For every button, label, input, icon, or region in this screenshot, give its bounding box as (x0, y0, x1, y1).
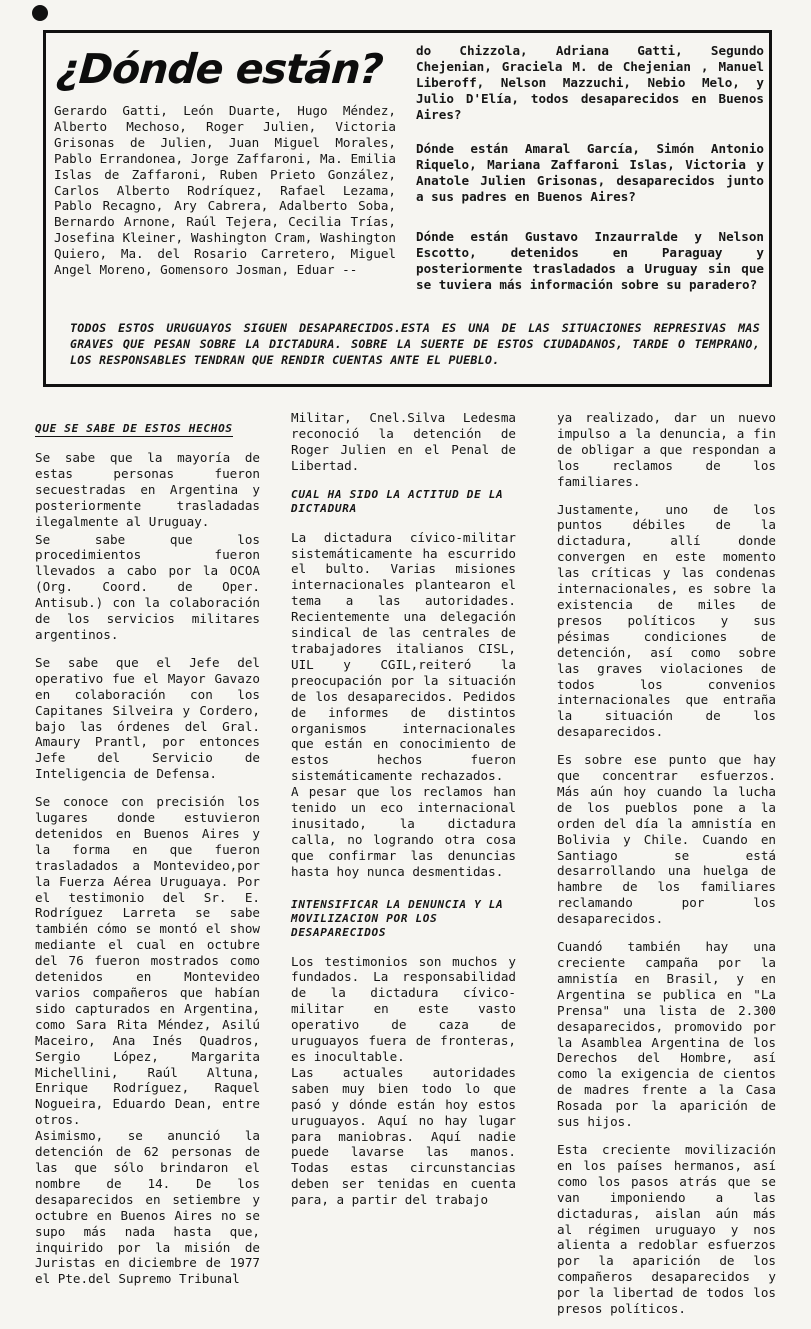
paragraph: Se sabe que el Jefe del operativo fue el Mayor Gavazo en colaboración con los Capitanes Silveira y Cordero, bajo las órdenes del Gral. Amaury Prantl, por entonces Jefe del Servicio de Inteligencia de Defensa. (35, 654, 260, 782)
column-3 (557, 410, 776, 1329)
column-2 (291, 410, 516, 1220)
conclusion-statement: TODOS ESTOS URUGUAYOS SIGUEN DESAPARECIDOS.ESTA ES UNA DE LAS SITUACIONES REPRESIVAS MAS GRAVES QUE PESAN SOBRE LA DICTADURA. SOBRE LA SUERTE DE ESTOS CIUDADANOS, TARDE O TEMPRANO, LOS RESPONSABLES TENDRAN QUE RENDIR CUENTAS ANTE EL PUEBLO. (70, 321, 760, 367)
paragraph: Esta creciente movilización en los países hermanos, así como los pasos atrás que se van imponiendo a las dictaduras, aislan aún más al régimen uruguayo y nos alienta a redoblar esfuerzos por la aparición de los compañeros desaparecidos y por la libertad de todos los presos políticos. (557, 1141, 776, 1317)
paragraph: Se conoce con precisión los lugares donde estuvieron detenidos en Buenos Aires y la forma en que fueron trasladados a Montevideo,por la Fuerza Aérea Uruguaya. Por el testimonio del Sr. E. Rodríguez Larreta se sabe también cómo se montó el show mediante el cual en octubre del 76 fueron mostrados como detenidos en Montevideo varios compañeros que habían sido capturados en Argentina, como Sara Rita Méndez, Asilú Maceiro, Ana Inés Quadros, Sergio López, Margarita Michellini, Raúl Altuna, Enrique Rodríguez, Raquel Nogueira, Eduardo Dean, entre otros. (35, 794, 260, 1128)
paragraph: La dictadura cívico-militar sistemáticamente ha escurrido el bulto. Varias misiones internacionales plantearon el tema a las autoridades. Recientemente una delegación sindical de las centrales de trabajadores italianos CISL, UIL y CGIL,reiteró la preocupación por la situación de los desaparecidos. Pedidos de informes de distintos organismos internacionales que están en conocimiento de estos hechos fueron sistemáticamente rechazados. (291, 529, 516, 784)
paragraph: Los testimonios son muchos y fundados. La responsabilidad de la dictadura cívico-militar en este vasto operativo de caza de uruguayos fuera de fronteras, es inocultable. (291, 953, 516, 1064)
paragraph: Se sabe que la mayoría de estas personas fueron secuestradas en Argentina y posteriormente trasladadas ilegalmente al Uruguay. (35, 450, 260, 529)
paraguay-paragraph: Dónde están Gustavo Inzaurralde y Nelson Escotto, detenidos en Paraguay y posteriormente trasladados a Uruguay sin que se tuviera más información sobre su paradero? (416, 229, 764, 292)
section-heading: INTENSIFICAR LA DENUNCIA Y LA MOVILIZACION POR LOS DESAPARECIDOS (291, 897, 504, 939)
section-heading: CUAL HA SIDO LA ACTITUD DE LA DICTADURA (291, 487, 504, 515)
paragraph: Militar, Cnel.Silva Ledesma reconoció la detención de Roger Julien en el Penal de Libertad. (291, 410, 516, 473)
paragraph: Se sabe que los procedimientos fueron llevados a cabo por la OCOA (Org. Coord. de Oper. Antisub.) con la colaboración de los servicios militares argentinos. (35, 531, 260, 642)
names-list-continued: do Chizzola, Adriana Gatti, Segundo Chejenian, Graciela M. de Chejenian , Manuel Liberoff, Nelson Mazzuchi, Nebio Melo, y Julio D'Elía, todos desaparecidos en Buenos Aires? (416, 43, 764, 122)
paragraph: A pesar que los reclamos han tenido un eco internacional inusitado, la dictadura calla, no logrando otra cosa que confirmar las denuncias hasta hoy nunca desmentidas. (291, 784, 516, 879)
headline-box (43, 30, 772, 387)
paragraph: ya realizado, dar un nuevo impulso a la denuncia, a fin de obligar a que respondan a los reclamos de los familiares. (557, 410, 776, 489)
paragraph: Es sobre ese punto que hay que concentrar esfuerzos. Más aún hoy cuando la lucha de los pueblos pone a la orden del día la amnistía en Bolivia y Chile. Cuando en Santiago se está desarrollando una huelga de hambre de los familiares reclamando por los desaparecidos. (557, 752, 776, 927)
column-1 (35, 410, 260, 1299)
paragraph: Asimismo, se anunció la detención de 62 personas de las que sólo brindaron el nombre de 14. De los desaparecidos en setiembre y octubre en Buenos Aires no se supo más nada hasta que, inquirido por la misión de Juristas en diciembre de 1977 el Pte.del Supremo Tribunal (35, 1128, 260, 1287)
children-paragraph: Dónde están Amaral García, Simón Antonio Riquelo, Mariana Zaffaroni Islas, Victoria y Anatole Julien Grisonas, desaparecidos junto a sus padres en Buenos Aires? (416, 141, 764, 204)
paragraph: Justamente, uno de los puntos débiles de la dictadura, allí donde convergen en este momento las críticas y las condenas internacionales, es sobre la existencia de miles de presos políticos y sus pésimas condiciones de detención, así como sobre las graves violaciones de todos los convenios internacionales que entraña la situación de los desaparecidos. (557, 501, 776, 740)
headline: ¿Dónde están? (54, 45, 385, 93)
names-list: Gerardo Gatti, León Duarte, Hugo Méndez, Alberto Mechoso, Roger Julien, Victoria Grisonas de Julien, Juan Miguel Morales, Pablo Errandonea, Jorge Zaffaroni, Ma. Emilia Islas de Zaffaroni, Ruben Prieto González, Carlos Alberto Rodríquez, Rafael Lezama, Pablo Recagno, Ary Cabrera, Adalberto Soba, Bernardo Arnone, Raúl Tejera, Cecilia Trías, Josefina Kleiner, Washington Cram, Washington Quiero, Ma. del Rosario Carretero, Miguel Angel Moreno, Gomensoro Josman, Eduar -- (54, 103, 396, 278)
corner-dot (32, 5, 48, 21)
section-heading: QUE SE SABE DE ESTOS HECHOS (35, 422, 233, 435)
paragraph: Cuandó también hay una creciente campaña por la amnistía en Brasil, y en Argentina se publica en "La Prensa" una lista de 2.300 desaparecidos, promovido por la Asamblea Argentina de los Derechos del Hombre, así como la exigencia de cientos de madres frente a la Casa Rosada por la aparición de sus hijos. (557, 939, 776, 1130)
paragraph: Las actuales autoridades saben muy bien todo lo que pasó y dónde están hoy estos uruguayos. Aquí no hay lugar para maniobras. Aquí nadie puede lavarse las manos. Todas estas circunstancias deben ser tenidas en cuenta para, a partir del trabajo (291, 1064, 516, 1208)
